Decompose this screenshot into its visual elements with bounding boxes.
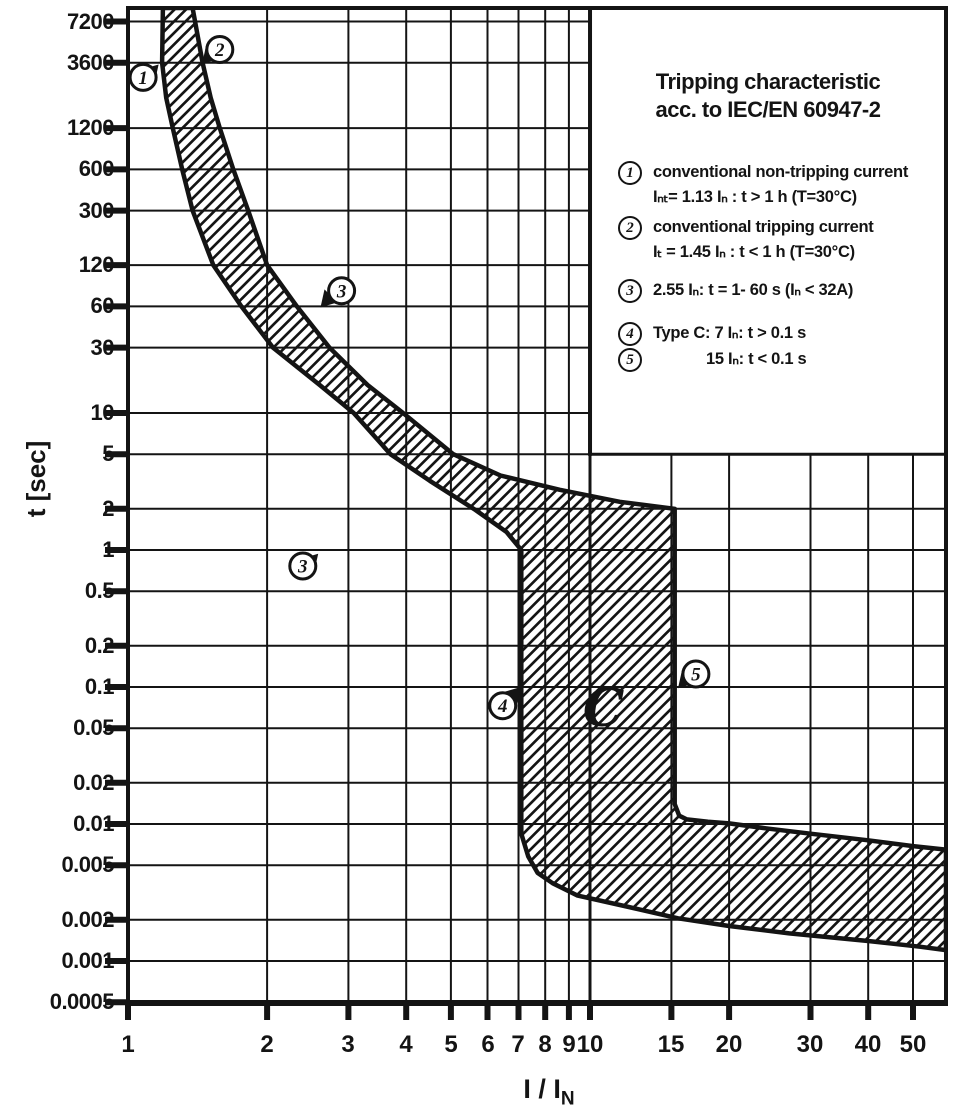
y-tick-label-0.002: 0.002 [61,907,114,932]
x-tick-label-50: 50 [899,1031,927,1058]
legend-item-5-formula: 15 Iₙ: t < 0.1 s [706,350,807,368]
legend-item-2-formula: Iₜ = 1.45 Iₙ : t < 1 h (T=30°C) [653,243,855,261]
y-tick-label-10: 10 [90,400,114,425]
legend-item-1 [618,160,944,210]
x-tick-label-7: 7 [511,1031,525,1058]
curve-type-letter: C [582,678,625,740]
chart-title [592,8,944,124]
y-tick-label-0.5: 0.5 [84,578,114,603]
legend-item-4 [618,321,944,346]
y-tick-label-1: 1 [102,537,114,562]
legend-item-3-circled-number: 3 [618,279,642,303]
x-tick-label-30: 30 [796,1031,824,1058]
x-tick-label-2: 2 [260,1031,274,1058]
y-tick-label-0.001: 0.001 [61,948,114,973]
legend-item-1-circled-number: 1 [618,161,642,185]
legend-item-5-circled-number: 5 [618,348,642,372]
y-tick-label-0.05: 0.05 [73,715,114,740]
legend-item-4-formula: Type C: 7 Iₙ: t > 0.1 s [653,324,806,342]
x-tick-label-20: 20 [715,1031,743,1058]
marker-1-number: 1 [138,67,148,89]
y-tick-label-60: 60 [90,293,114,318]
y-tick-label-120: 120 [78,252,114,277]
y-tick-label-2: 2 [102,496,114,521]
legend-item-1-formula: Iₙₜ= 1.13 Iₙ : t > 1 h (T=30°C) [653,188,857,206]
marker-4-number: 4 [497,696,508,718]
y-tick-label-0.01: 0.01 [73,811,114,836]
legend-item-5 [618,347,944,372]
y-tick-label-3600: 3600 [67,50,114,75]
x-axis-title-text: I / I [523,1074,561,1104]
x-tick-label-10: 10 [576,1031,604,1058]
y-tick-label-0.0005: 0.0005 [49,989,114,1014]
y-tick-label-0.005: 0.005 [61,852,114,877]
y-tick-label-0.2: 0.2 [84,633,114,658]
legend-item-3 [618,278,944,303]
legend-items [592,160,944,372]
legend-item-1-label: conventional non-tripping current [653,163,909,181]
marker-3-number: 3 [298,556,308,578]
marker-2-number: 2 [215,40,225,61]
x-tick-label-6: 6 [481,1031,495,1058]
legend-box [592,8,944,452]
x-tick-label-8: 8 [538,1031,552,1058]
legend-item-2 [618,215,944,265]
x-tick-label-5: 5 [444,1031,458,1058]
y-tick-label-0.1: 0.1 [84,674,114,699]
legend-item-3-formula: 2.55 Iₙ: t = 1- 60 s (Iₙ < 32A) [653,281,854,299]
x-tick-label-40: 40 [854,1031,882,1058]
chart-title-line1: Tripping characteristic [655,69,881,94]
y-axis-title [21,408,49,550]
legend-item-2-circled-number: 2 [618,216,642,240]
y-axis-title-text: t [sec] [21,440,51,518]
x-tick-label-3: 3 [341,1031,355,1058]
x-tick-label-15: 15 [657,1031,685,1058]
y-tick-label-7200: 7200 [67,9,114,34]
legend-item-2-label: conventional tripping current [653,218,874,236]
marker-5-number: 5 [691,664,701,686]
x-axis-title [489,1074,609,1110]
y-tick-label-30: 30 [90,335,114,360]
y-tick-label-1200: 1200 [67,115,114,140]
chart-title-line2: acc. to IEC/EN 60947-2 [655,97,881,122]
y-tick-label-5: 5 [102,441,114,466]
x-tick-label-9: 9 [562,1031,576,1058]
y-tick-label-300: 300 [78,198,114,223]
x-tick-label-1: 1 [121,1031,135,1058]
y-tick-label-0.02: 0.02 [73,770,114,795]
x-tick-label-4: 4 [399,1031,413,1058]
y-tick-label-600: 600 [78,156,114,181]
legend-item-4-circled-number: 4 [618,322,642,346]
marker-3-number: 3 [336,281,347,303]
x-axis-title-subscript: N [560,1088,575,1110]
